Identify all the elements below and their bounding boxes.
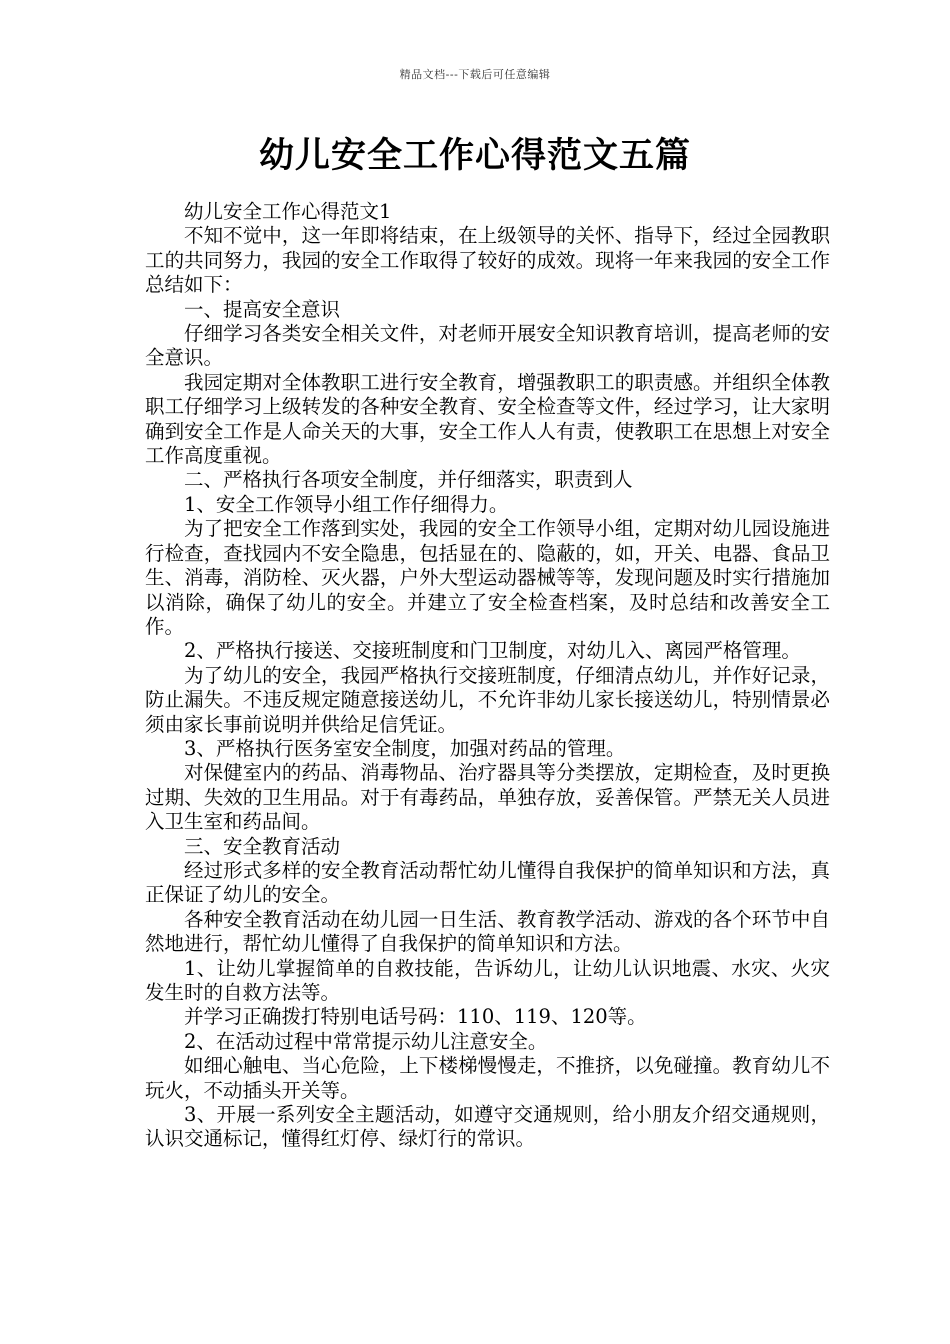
section-heading: 一、提高安全意识 [184, 297, 341, 321]
section-heading: 二、严格执行各项安全制度，并仔细落实，职责到人 [184, 468, 633, 492]
paragraph: 各种安全教育活动在幼儿园一日生活、教育教学活动、游戏的各个环节中自然地进行，帮忙幼儿懂得了自我保护的简单知识和方法。 [145, 907, 830, 956]
paragraph: 我园定期对全体教职工进行安全教育，增强教职工的职责感。并组织全体教职工仔细学习上级转发的各种安全教育、安全检查等文件，经过学习，让大家明确到安全工作是人命关天的大事，安全工作人人有责，使教职工在思想上对安全工作高度重视。 [145, 370, 830, 468]
paragraph: 3、严格执行医务室安全制度，加强对药品的管理。 [184, 736, 626, 760]
paragraph: 经过形式多样的安全教育活动帮忙幼儿懂得自我保护的简单知识和方法，真正保证了幼儿的安全。 [145, 858, 830, 907]
document-body [145, 200, 830, 1152]
paragraph: 对保健室内的药品、消毒物品、治疗器具等分类摆放，定期检查，及时更换过期、失效的卫生用品。对于有毒药品，单独存放，妥善保管。严禁无关人员进入卫生室和药品间。 [145, 761, 830, 834]
page-header: 精品文档---下载后可任意编辑 [399, 68, 551, 81]
paragraph: 幼儿安全工作心得范文1 [184, 200, 392, 223]
paragraph: 2、在活动过程中常常提示幼儿注意安全。 [184, 1029, 548, 1053]
paragraph: 不知不觉中，这一年即将结束，在上级领导的关怀、指导下，经过全园教职工的共同努力，我园的安全工作取得了较好的成效。现将一年来我园的安全工作总结如下： [145, 224, 830, 297]
paragraph: 为了幼儿的安全，我园严格执行交接班制度，仔细清点幼儿，并作好记录，防止漏失。不违反规定随意接送幼儿，不允许非幼儿家长接送幼儿，特别情景必须由家长事前说明并供给足信凭证。 [145, 663, 830, 736]
paragraph: 为了把安全工作落到实处，我园的安全工作领导小组，定期对幼儿园设施进行检查，查找园内不安全隐患，包括显在的、隐蔽的，如，开关、电器、食品卫生、消毒，消防栓、灭火器，户外大型运动器械等等，发现问题及时实行措施加以消除，确保了幼儿的安全。并建立了安全检查档案，及时总结和改善安全工作。 [145, 517, 830, 638]
paragraph: 1、安全工作领导小组工作仔细得力。 [184, 492, 509, 516]
paragraph: 如细心触电、当心危险，上下楼梯慢慢走，不推挤，以免碰撞。教育幼儿不玩火，不动插头开关等。 [145, 1054, 830, 1102]
document-title: 幼儿安全工作心得范文五篇 [258, 136, 691, 176]
paragraph: 1、让幼儿掌握简单的自救技能，告诉幼儿，让幼儿认识地震、水灾、火灾发生时的自救方法等。 [145, 956, 830, 1004]
paragraph: 并学习正确拨打特别电话号码：110、119、120等。 [184, 1005, 647, 1029]
paragraph: 3、开展一系列安全主题活动，如遵守交通规则，给小朋友介绍交通规则，认识交通标记，懂得红灯停、绿灯行的常识。 [145, 1103, 830, 1151]
paragraph: 仔细学习各类安全相关文件，对老师开展安全知识教育培训，提高老师的安全意识。 [145, 322, 830, 370]
paragraph: 2、严格执行接送、交接班制度和门卫制度，对幼儿入、离园严格管理。 [184, 639, 801, 663]
section-heading: 三、安全教育活动 [184, 834, 341, 858]
